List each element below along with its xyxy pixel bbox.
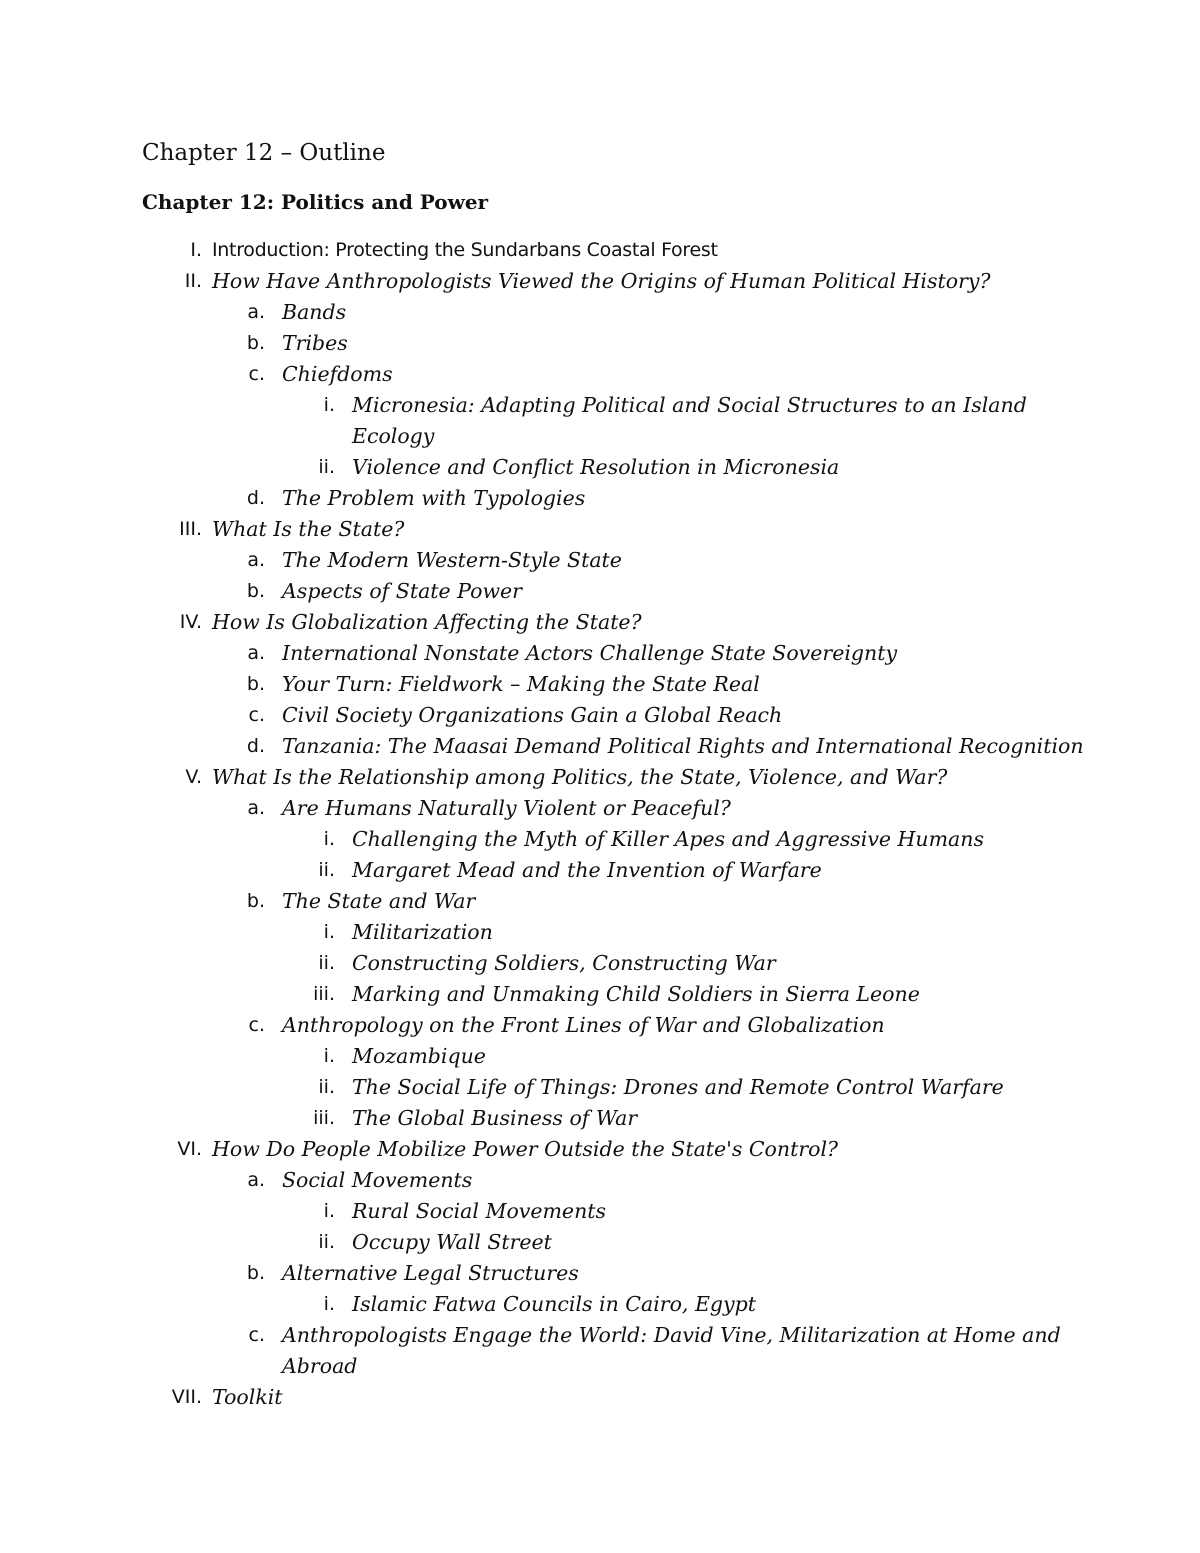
outline-text: Introduction: Protecting the Sundarbans Coastal Forest [212,239,718,261]
outline-text: How Do People Mobilize Power Outside the State's Control? [212,1137,839,1161]
document-subtitle: Chapter 12: Politics and Power [142,190,489,214]
outline-text: Rural Social Movements [352,1199,607,1223]
outline-marker: ii. [318,456,335,478]
outline-item [0,886,1200,917]
outline-text: Tanzania: The Maasai Demand Political Rights and International Recognition [282,734,1084,758]
outline-item [0,421,1200,452]
outline-item [0,483,1200,514]
outline-text: Anthropology on the Front Lines of War and Globalization [282,1013,885,1037]
outline-text: Ecology [352,424,435,448]
outline-item [0,1134,1200,1165]
outline-text: Islamic Fatwa Councils in Cairo, Egypt [352,1292,756,1316]
outline-text: Violence and Conflict Resolution in Micronesia [352,455,840,479]
outline-marker: ii. [318,1231,335,1253]
outline-item [0,266,1200,297]
outline-item [0,1196,1200,1227]
outline-marker: b. [246,890,265,912]
outline-marker: ii. [318,952,335,974]
outline-marker: ii. [318,1076,335,1098]
outline-marker: d. [246,735,265,757]
outline-item [0,1010,1200,1041]
outline-item [0,855,1200,886]
outline-item [0,1320,1200,1351]
outline-item [0,1258,1200,1289]
outline-marker: i. [323,1293,335,1315]
outline-marker: i. [323,1045,335,1067]
outline-marker: IV. [179,611,202,633]
outline-item [0,545,1200,576]
outline-marker: i. [323,1200,335,1222]
outline-item [0,669,1200,700]
outline-marker: i. [323,394,335,416]
outline-text: Marking and Unmaking Child Soldiers in Sierra Leone [352,982,920,1006]
outline-text: Your Turn: Fieldwork – Making the State Real [282,672,760,696]
outline-item [0,1382,1200,1413]
outline-item [0,793,1200,824]
outline-item [0,1041,1200,1072]
outline-text: Bands [282,300,347,324]
outline-item [0,452,1200,483]
outline-text: Micronesia: Adapting Political and Social Structures to an Island [352,393,1027,417]
outline-item [0,328,1200,359]
outline-item [0,700,1200,731]
outline-text: The Social Life of Things: Drones and Remote Control Warfare [352,1075,1004,1099]
outline-marker: VI. [177,1138,202,1160]
outline-marker: c. [248,704,265,726]
outline-item [0,1227,1200,1258]
outline-marker: V. [185,766,202,788]
outline-marker: d. [246,487,265,509]
outline-marker: II. [184,270,202,292]
outline-item [0,1289,1200,1320]
outline-marker: c. [248,1014,265,1036]
outline-item [0,948,1200,979]
outline-text: Aspects of State Power [282,579,522,603]
outline-text: Constructing Soldiers, Constructing War [352,951,776,975]
outline-text: Abroad [282,1354,358,1378]
outline-marker: i. [323,828,335,850]
outline-item [0,390,1200,421]
outline-marker: c. [248,1324,265,1346]
outline-marker: a. [247,549,265,571]
outline-text: Margaret Mead and the Invention of Warfare [352,858,822,882]
outline-text: Anthropologists Engage the World: David Vine, Militarization at Home and [282,1323,1061,1347]
outline-text: International Nonstate Actors Challenge State Sovereignty [282,641,898,665]
outline-text: Chiefdoms [282,362,393,386]
outline-list [0,235,1200,1413]
outline-text: What Is the State? [212,517,405,541]
outline-marker: ii. [318,859,335,881]
outline-text: Challenging the Myth of Killer Apes and Aggressive Humans [352,827,985,851]
outline-marker: b. [246,1262,265,1284]
outline-item [0,235,1200,266]
outline-item [0,917,1200,948]
outline-item [0,731,1200,762]
outline-item [0,762,1200,793]
outline-item [0,1072,1200,1103]
outline-marker: VII. [171,1386,202,1408]
outline-text: Tribes [282,331,348,355]
outline-marker: a. [247,301,265,323]
outline-text: Militarization [352,920,493,944]
outline-text: The Global Business of War [352,1106,638,1130]
outline-text: The Modern Western-Style State [282,548,622,572]
outline-marker: b. [246,580,265,602]
outline-text: Civil Society Organizations Gain a Global Reach [282,703,783,727]
outline-marker: b. [246,332,265,354]
outline-marker: c. [248,363,265,385]
outline-item [0,514,1200,545]
outline-text: How Have Anthropologists Viewed the Origins of Human Political History? [212,269,991,293]
outline-marker: a. [247,642,265,664]
outline-item [0,824,1200,855]
outline-marker: a. [247,1169,265,1191]
outline-marker: i. [323,921,335,943]
outline-text: The Problem with Typologies [282,486,586,510]
outline-marker: III. [179,518,202,540]
outline-item [0,576,1200,607]
outline-item [0,359,1200,390]
outline-text: How Is Globalization Affecting the State? [212,610,642,634]
outline-marker: iii. [313,1107,335,1129]
outline-text: Occupy Wall Street [352,1230,552,1254]
outline-text: Alternative Legal Structures [282,1261,579,1285]
outline-item [0,1165,1200,1196]
outline-text: Mozambique [352,1044,486,1068]
outline-text: Toolkit [212,1385,283,1409]
outline-item [0,638,1200,669]
outline-item [0,607,1200,638]
document-title: Chapter 12 – Outline [142,140,386,166]
outline-text: The State and War [282,889,476,913]
outline-marker: iii. [313,983,335,1005]
outline-item [0,1351,1200,1382]
outline-marker: I. [190,239,202,261]
outline-item [0,1103,1200,1134]
outline-text: Social Movements [282,1168,473,1192]
outline-item [0,297,1200,328]
outline-text: Are Humans Naturally Violent or Peaceful? [282,796,731,820]
outline-text: What Is the Relationship among Politics, the State, Violence, and War? [212,765,948,789]
outline-marker: b. [246,673,265,695]
outline-item [0,979,1200,1010]
outline-marker: a. [247,797,265,819]
